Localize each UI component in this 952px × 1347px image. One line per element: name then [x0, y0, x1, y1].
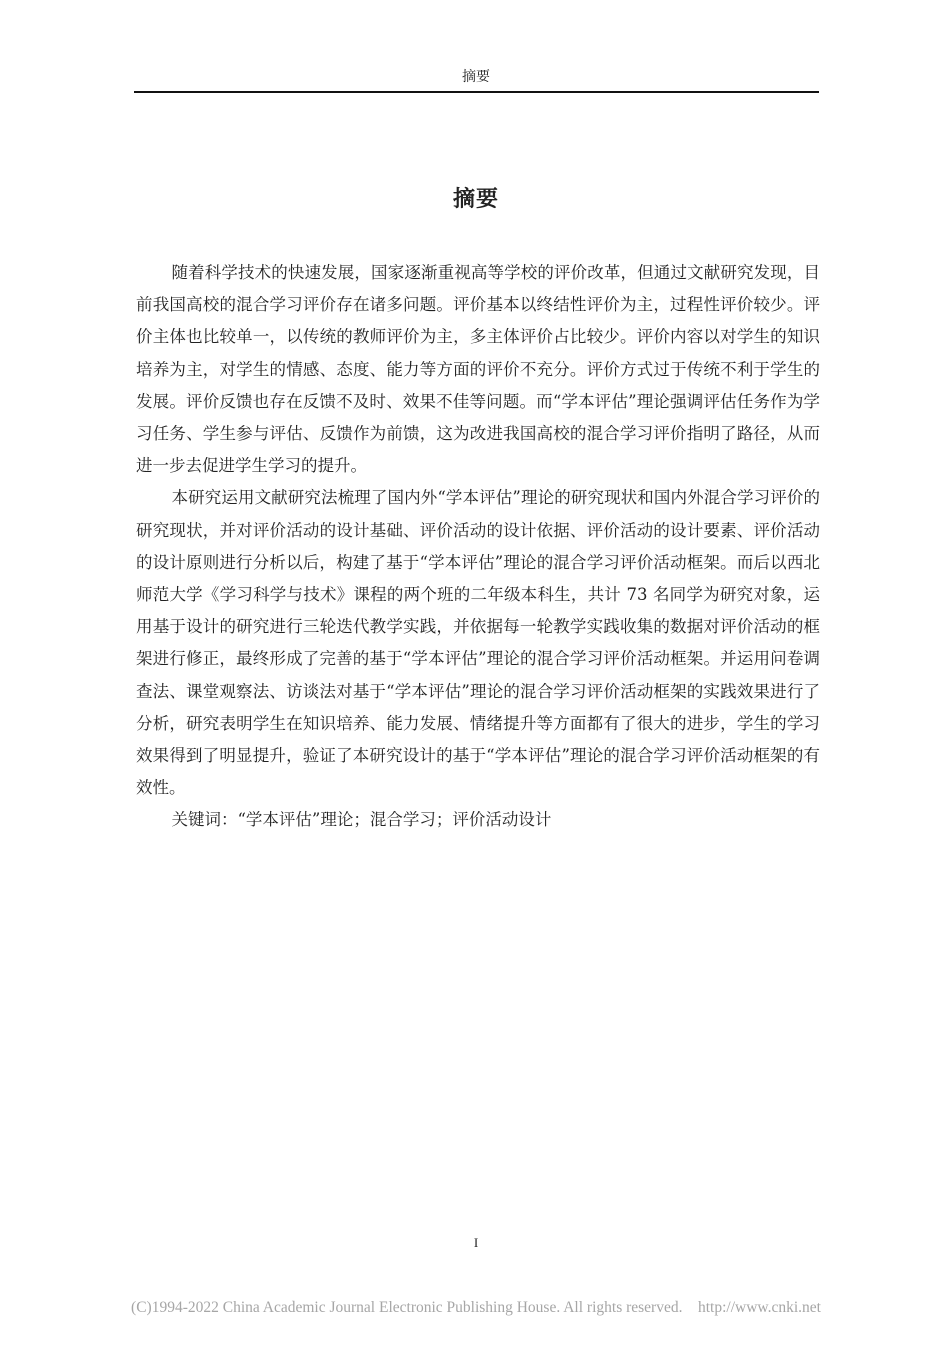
page-number: I [473, 1235, 479, 1250]
abstract-body [136, 257, 820, 837]
running-header: 摘要 [462, 69, 490, 85]
copyright-watermark: (C)1994-2022 China Academic Journal Electronic Publishing House. All rights reserved. http://www.cnki.net [131, 1299, 821, 1316]
abstract-paragraph-2: 本研究运用文献研究法梳理了国内外“学本评估”理论的研究现状和国内外混合学习评价的研究现状，并对评价活动的设计基础、评价活动的设计依据、评价活动的设计要素、评价活动的设计原则进行分析以后，构建了基于“学本评估”理论的混合学习评价活动框架。而后以西北师范大学《学习科学与技术》课程的两个班的二年级本科生，共计 73 名同学为研究对象，运用基于设计的研究进行三轮迭代教学实践，并依据每一轮教学实践收集的数据对评价活动的框架进行修正，最终形成了完善的基于“学本评估”理论的混合学习评价活动框架。并运用问卷调查法、课堂观察法、访谈法对基于“学本评估”理论的混合学习评价活动框架的实践效果进行了分析，研究表明学生在知识培养、能力发展、情绪提升等方面都有了很大的进步，学生的学习效果得到了明显提升，验证了本研究设计的基于“学本评估”理论的混合学习评价活动框架的有效性。 [136, 488, 820, 798]
keywords-line: 关键词：“学本评估”理论；混合学习；评价活动设计 [171, 810, 552, 830]
header-rule [134, 91, 819, 93]
abstract-paragraph-1: 随着科学技术的快速发展，国家逐渐重视高等学校的评价改革，但通过文献研究发现，目前我国高校的混合学习评价存在诸多问题。评价基本以终结性评价为主，过程性评价较少。评价主体也比较单一，以传统的教师评价为主，多主体评价占比较少。评价内容以对学生的知识培养为主，对学生的情感、态度、能力等方面的评价不充分。评价方式过于传统不利于学生的发展。评价反馈也存在反馈不及时、效果不佳等问题。而“学本评估”理论强调评估任务作为学习任务、学生参与评估、反馈作为前馈，这为改进我国高校的混合学习评价指明了路径，从而进一步去促进学生学习的提升。 [136, 263, 820, 476]
page-title: 摘要 [452, 187, 499, 212]
